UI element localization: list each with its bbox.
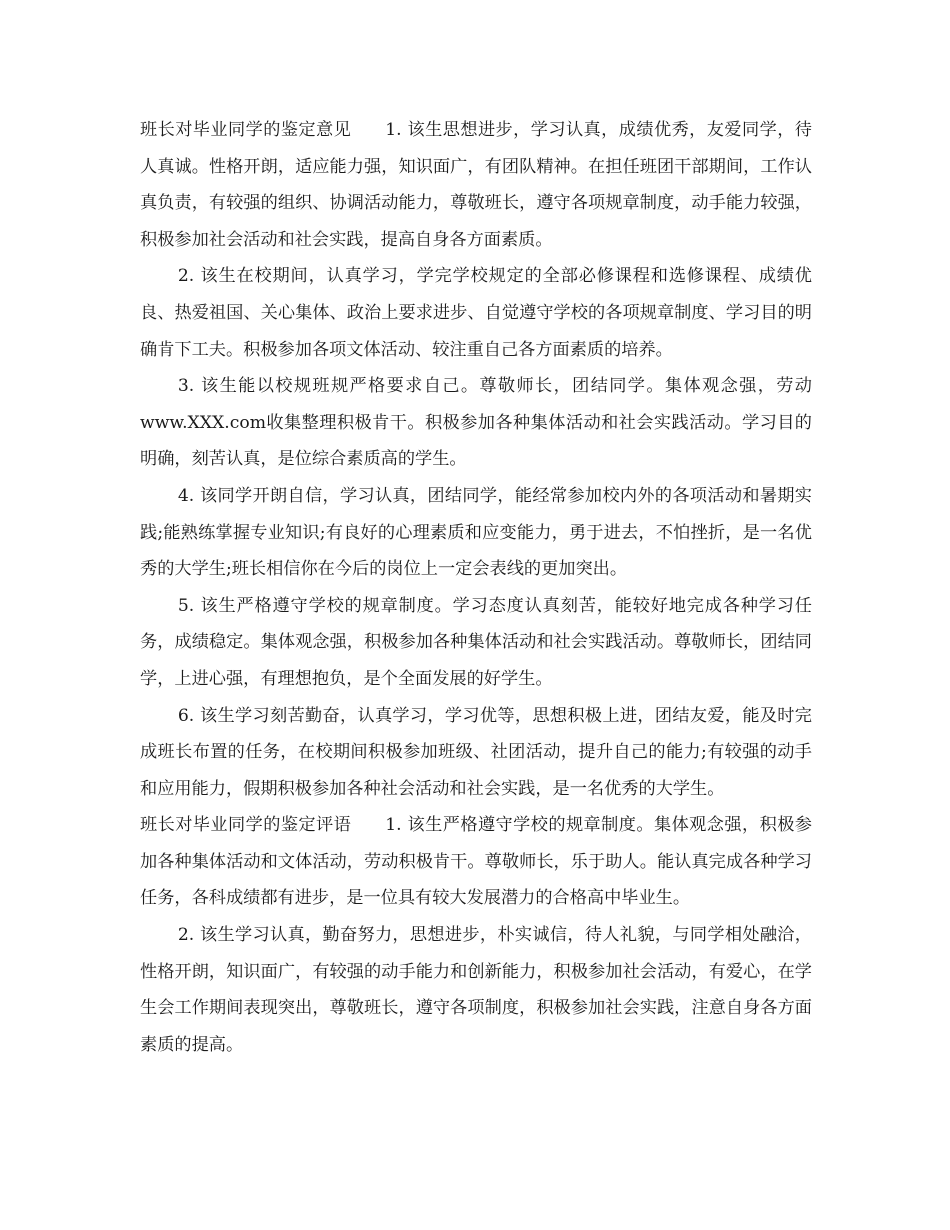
section2-item-2: 2. 该生学习认真，勤奋努力，思想进步，朴实诚信，待人礼貌，与同学相处融洽，性格开朗，知识面广，有较强的动手能力和创新能力，积极参加社会活动，有爱心，在学生会工作期间表现突出，尊敬班长，遵守各项制度，积极参加社会实践，注意自身各方面素质的提高。 [140,925,812,1055]
section2-paragraph-1 [140,807,812,917]
document-body [140,112,812,1063]
section1-item-1: 1. 该生思想进步，学习认真，成绩优秀，友爱同学，待人真诚。性格开朗，适应能力强，知识面广，有团队精神。在担任班团干部期间，工作认真负责，有较强的组织、协调活动能力，尊敬班长，遵守各项规章制度，动手能力较强，积极参加社会活动和社会实践，提高自身各方面素质。 [140,120,812,250]
section1-paragraph-1 [140,112,812,258]
section1-item-4: 4. 该同学开朗自信，学习认真，团结同学，能经常参加校内外的各项活动和暑期实践;能熟练掌握专业知识;有良好的心理素质和应变能力，勇于进去，不怕挫折，是一名优秀的大学生;班长相信你在今后的岗位上一定会表线的更加突出。 [140,485,812,580]
section1-item-5: 5. 该生严格遵守学校的规章制度。学习态度认真刻苦，能较好地完成各种学习任务，成绩稳定。集体观念强，积极参加各种集体活动和社会实践活动。尊敬师长，团结同学，上进心强，有理想抱负，是个全面发展的好学生。 [140,595,812,689]
section2-heading: 班长对毕业同学的鉴定评语 [140,815,352,836]
section1-item-6: 6. 该生学习刻苦勤奋，认真学习，学习优等，思想积极上进，团结友爱，能及时完成班长布置的任务，在校期间积极参加班级、社团活动，提升自己的能力;有较强的动手和应用能力，假期积极参加各种社会活动和社会实践，是一名优秀的大学生。 [140,705,812,799]
section1-item-2: 2. 该生在校期间，认真学习，学完学校规定的全部必修课程和选修课程、成绩优良、热爱祖国、关心集体、政治上要求进步、自觉遵守学校的各项规章制度、学习目的明确肯下工夫。积极参加各项文体活动、较注重自己各方面素质的培养。 [140,266,812,360]
section1-heading: 班长对毕业同学的鉴定意见 [140,120,352,140]
section1-item-3: 3. 该生能以校规班规严格要求自己。尊敬师长，团结同学。集体观念强，劳动www.XXX.com收集整理积极肯干。积极参加各种集体活动和社会实践活动。学习目的明确，刻苦认真，是位综合素质高的学生。 [140,376,812,470]
section2-item-1: 1. 该生严格遵守学校的规章制度。集体观念强，积极参加各种集体活动和文体活动，劳动积极肯干。尊敬师长，乐于助人。能认真完成各种学习任务，各科成绩都有进步，是一位具有较大发展潜力的合格高中毕业生。 [140,815,812,909]
